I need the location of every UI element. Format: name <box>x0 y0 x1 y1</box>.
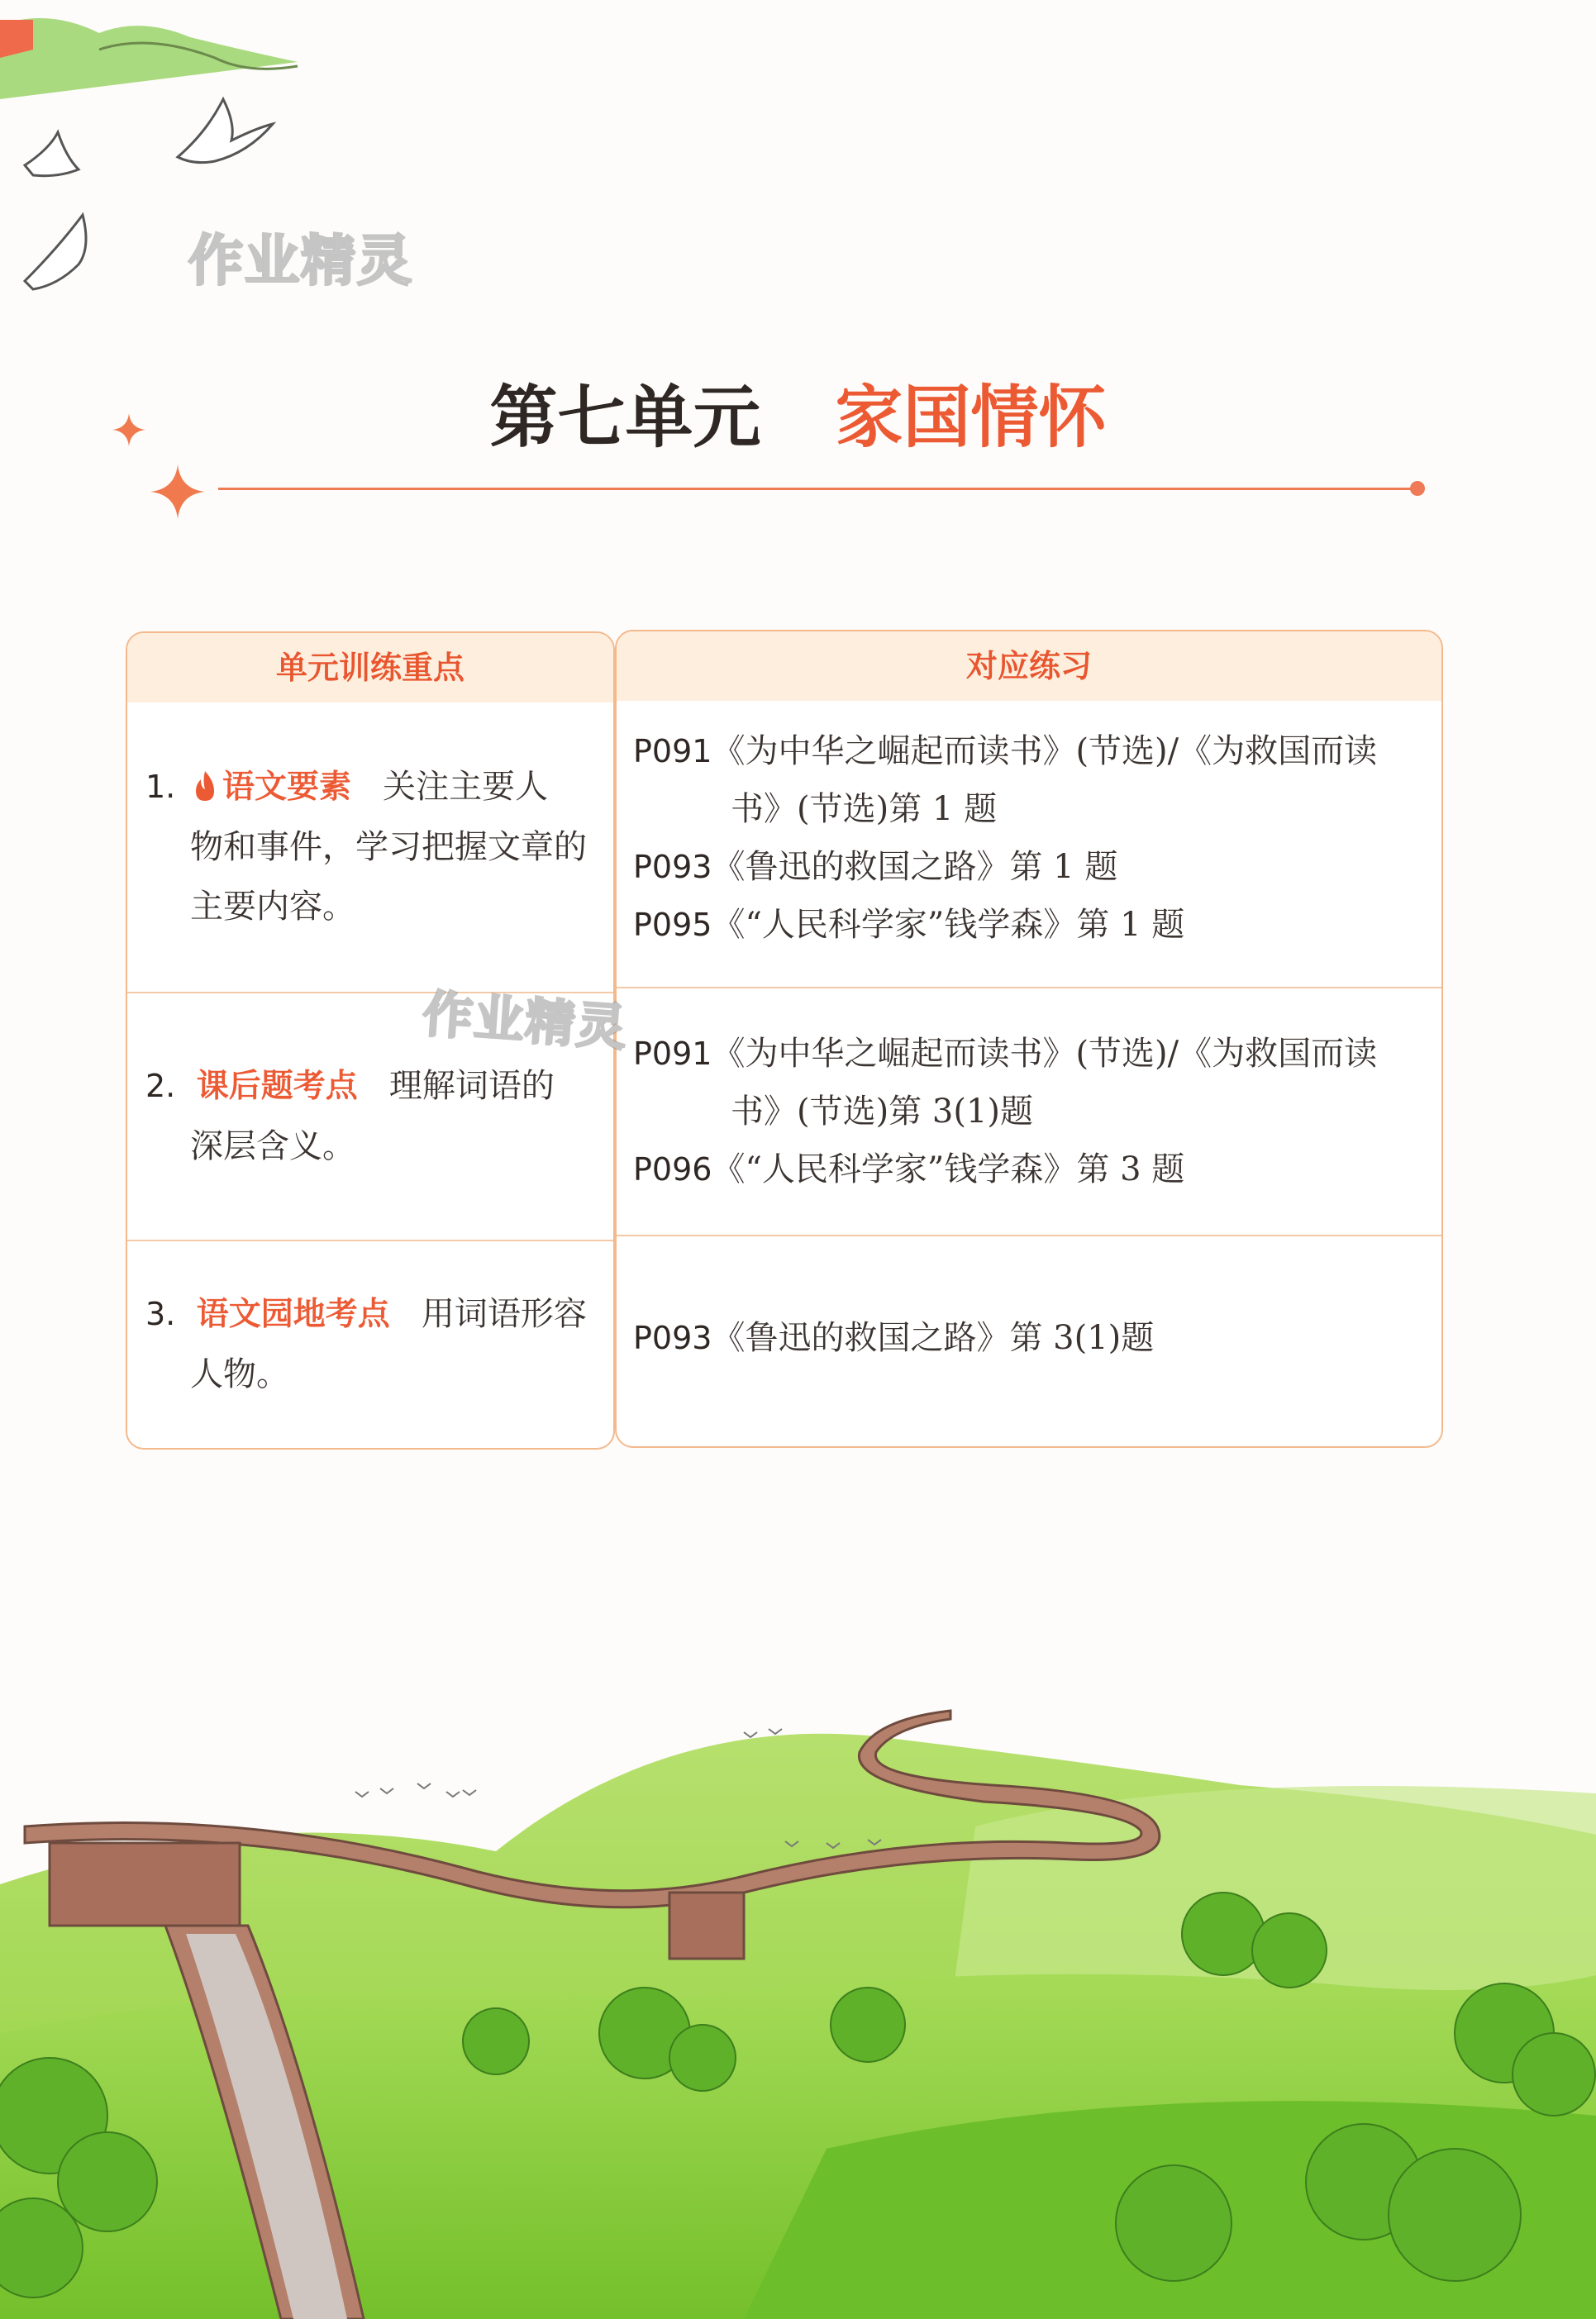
practice-text: 《鲁迅的救国之路》第 1 题 <box>712 848 1118 886</box>
training-focus-header: 单元训练重点 <box>127 633 613 702</box>
item-number: 2. <box>145 1068 176 1104</box>
page-code: P091 <box>633 733 712 769</box>
sparkle-icon <box>112 413 145 446</box>
practice-list <box>633 1025 1435 1198</box>
practice-column <box>615 630 1443 1448</box>
focus-keyword: 课后题考点 <box>196 1068 358 1105</box>
practice-entry <box>633 722 1435 780</box>
unit-theme-title: 家国情怀 <box>835 379 1107 457</box>
practice-text: 《为中华之崛起而读书》(节选)/《为救国而读 <box>712 732 1378 770</box>
focus-text-line: 理解词语的 <box>388 1067 555 1105</box>
practice-text: 《“人民科学家”钱学森》第 3 题 <box>712 1150 1185 1188</box>
page-code: P093 <box>633 1320 712 1356</box>
focus-text-line: 人物。 <box>190 1355 289 1393</box>
practice-entry <box>633 1025 1435 1083</box>
focus-text-line: 主要内容。 <box>190 888 355 926</box>
practice-list <box>633 1309 1435 1367</box>
practice-header: 对应练习 <box>617 631 1441 701</box>
watermark-text: 作业精灵 <box>188 229 413 293</box>
focus-text-line: 物和事件，学习把握文章的 <box>190 828 587 866</box>
item-number: 3. <box>145 1296 176 1332</box>
title-divider <box>218 488 1417 490</box>
practice-text-cont: 书》(节选)第 3(1)题 <box>731 1093 1034 1131</box>
focus-text-line: 用词语形容 <box>421 1295 587 1333</box>
focus-keyword: 语文要素 <box>222 769 351 806</box>
table-row <box>127 702 613 993</box>
practice-text: 《“人民科学家”钱学森》第 1 题 <box>712 906 1185 944</box>
divider-dot <box>1410 481 1425 496</box>
focus-text-line: 关注主要人 <box>383 768 549 806</box>
sparkle-icon <box>150 464 205 519</box>
dove-icon <box>178 99 273 163</box>
practice-list <box>633 722 1435 954</box>
watermark-text: 作业精灵 <box>421 985 630 1058</box>
table-row <box>617 988 1441 1236</box>
page-code: P095 <box>633 907 712 943</box>
page-code: P096 <box>633 1151 712 1188</box>
focus-item-2 <box>145 1056 598 1176</box>
focus-keyword: 语文园地考点 <box>196 1296 390 1333</box>
focus-item-1 <box>145 757 598 936</box>
focus-text-line: 深层含义。 <box>190 1127 355 1165</box>
table-row <box>617 701 1441 988</box>
practice-entry <box>633 1140 1435 1198</box>
item-number: 1. <box>145 769 176 805</box>
practice-text-cont: 书》(节选)第 1 题 <box>731 790 998 828</box>
practice-entry <box>633 838 1435 896</box>
practice-entry <box>633 896 1435 954</box>
flame-icon <box>191 769 219 802</box>
great-wall-illustration <box>0 1686 1596 2319</box>
practice-text: 《为中华之崛起而读书》(节选)/《为救国而读 <box>712 1035 1378 1073</box>
table-row <box>127 1241 613 1448</box>
unit-number-title: 第七单元 <box>489 379 761 457</box>
page-code: P093 <box>633 849 712 885</box>
focus-item-3 <box>145 1284 598 1404</box>
practice-text: 《鲁迅的救国之路》第 3(1)题 <box>712 1319 1155 1357</box>
page-code: P091 <box>633 1036 712 1072</box>
unit-title <box>0 364 1596 460</box>
practice-entry <box>633 1309 1435 1367</box>
table-row <box>617 1236 1441 1446</box>
